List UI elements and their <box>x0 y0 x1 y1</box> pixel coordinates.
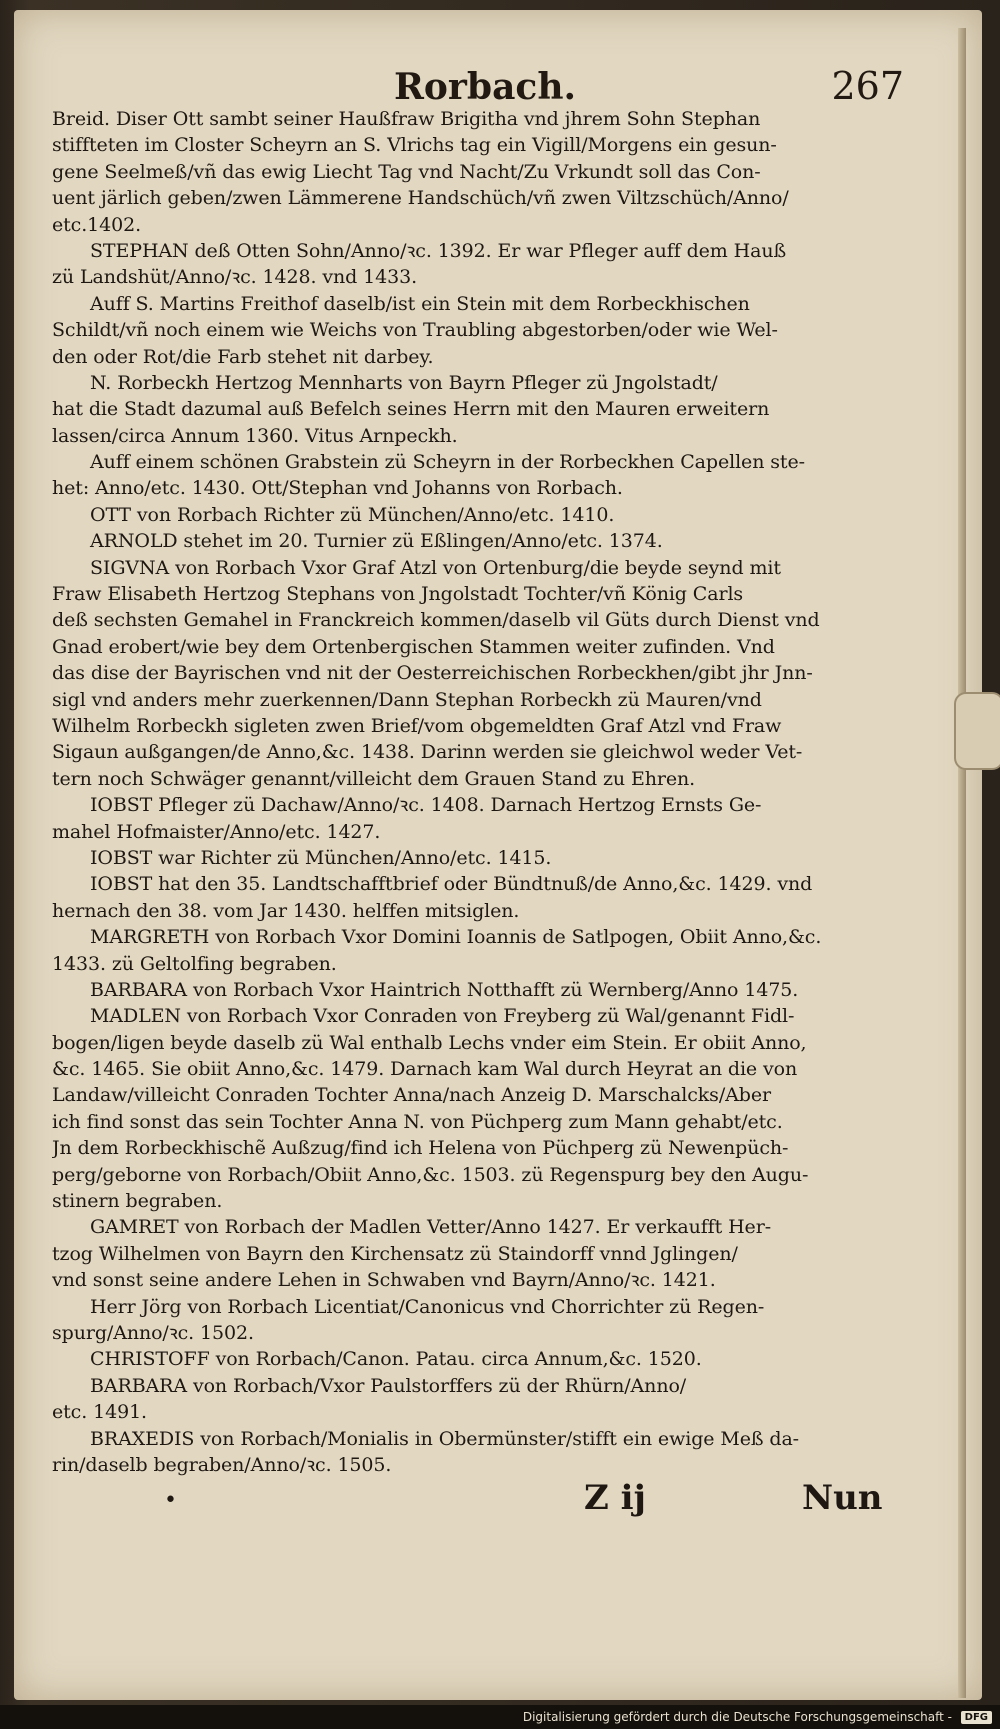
text-line <box>52 607 912 633</box>
text-line-content: etc.1402. <box>52 213 142 236</box>
text-line-content: Fraw Elisabeth Hertzog Stephans von Jngolstadt Tochter/vñ König Carls <box>52 583 744 606</box>
text-line-content: MADLEN von Rorbach Vxor Conraden von Freyberg zü Wal/genannt Fidl- <box>90 1005 795 1028</box>
text-line <box>52 449 912 475</box>
text-line-content: mahel Hofmaister/Anno/etc. 1427. <box>52 820 381 843</box>
text-line <box>52 1030 912 1056</box>
text-line <box>52 106 912 132</box>
text-line <box>52 1399 912 1425</box>
text-line <box>52 1109 912 1135</box>
text-line <box>52 792 912 818</box>
text-line <box>52 423 912 449</box>
text-line-content: uent järlich geben/zwen Lämmerene Handschüch/vñ zwen Viltzschüch/Anno/ <box>52 187 789 210</box>
text-line-content: Auff einem schönen Grabstein zü Scheyrn in der Rorbeckhen Capellen ste- <box>90 451 805 474</box>
book-page <box>14 10 982 1700</box>
body-text <box>52 106 912 1478</box>
text-line-content: MARGRETH von Rorbach Vxor Domini Ioannis de Satlpogen, Obiit Anno,&c. <box>90 926 822 949</box>
running-title: Rorbach. <box>394 66 577 108</box>
text-line <box>52 871 912 897</box>
text-line-content: tzog Wilhelmen von Bayrn den Kirchensatz zü Staindorff vnnd Jglingen/ <box>52 1242 738 1265</box>
text-line <box>52 1003 912 1029</box>
text-line-content: stinern begraben. <box>52 1190 223 1213</box>
text-line-content: STEPHAN deß Otten Sohn/Anno/ꝛc. 1392. Er war Pfleger auff dem Hauß <box>90 239 787 262</box>
text-line-content: perg/geborne von Rorbach/Obiit Anno,&c. 1503. zü Regenspurg bey den Augu- <box>52 1163 809 1186</box>
text-line <box>52 528 912 554</box>
footer-dot: • <box>164 1488 177 1513</box>
text-line-content: Auff S. Martins Freithof daselb/ist ein Stein mit dem Rorbeckhischen <box>90 292 750 315</box>
text-line-content: sigl vnd anders mehr zuerkennen/Dann Stephan Rorbeckh zü Mauren/vnd <box>52 688 762 711</box>
text-line <box>52 264 912 290</box>
text-line <box>52 1056 912 1082</box>
text-line-content: rin/daselb begraben/Anno/ꝛc. 1505. <box>52 1453 392 1476</box>
text-line <box>52 924 912 950</box>
text-line-content: BARBARA von Rorbach/Vxor Paulstorffers zü der Rhürn/Anno/ <box>90 1374 687 1397</box>
text-line <box>52 1426 912 1452</box>
text-line-content: tern noch Schwäger genannt/villeicht dem Grauen Stand zu Ehren. <box>52 767 696 790</box>
text-line-content: Herr Jörg von Rorbach Licentiat/Canonicus vnd Chorrichter zü Regen- <box>90 1295 765 1318</box>
text-line <box>52 1135 912 1161</box>
text-line <box>52 739 912 765</box>
text-line <box>52 1162 912 1188</box>
text-line-content: Jn dem Rorbeckhischẽ Außzug/find ich Helena von Püchperg zü Newenpüch- <box>52 1137 789 1160</box>
text-line <box>52 713 912 739</box>
text-line <box>52 581 912 607</box>
text-line-content: zü Landshüt/Anno/ꝛc. 1428. vnd 1433. <box>52 266 418 289</box>
text-line <box>52 344 912 370</box>
text-line-content: das dise der Bayrischen vnd nit der Oesterreichischen Rorbeckhen/gibt jhr Jnn- <box>52 662 813 685</box>
text-line-content: GAMRET von Rorbach der Madlen Vetter/Anno 1427. Er verkaufft Her- <box>90 1216 772 1239</box>
text-line <box>52 317 912 343</box>
text-line-content: Landaw/villeicht Conraden Tochter Anna/nach Anzeig D. Marschalcks/Aber <box>52 1084 771 1107</box>
credit-bar <box>0 1705 1000 1729</box>
text-line-content: IOBST Pfleger zü Dachaw/Anno/ꝛc. 1408. Darnach Hertzog Ernsts Ge- <box>90 794 762 817</box>
bookmark-tab <box>954 692 1000 770</box>
text-line-content: vnd sonst seine andere Lehen in Schwaben vnd Bayrn/Anno/ꝛc. 1421. <box>52 1269 716 1292</box>
dfg-logo: DFG <box>961 1711 992 1724</box>
text-line <box>52 687 912 713</box>
text-line-content: Gnad erobert/wie bey dem Ortenbergischen Stammen weiter zufinden. Vnd <box>52 635 775 658</box>
text-line-content: het: Anno/etc. 1430. Ott/Stephan vnd Johanns von Rorbach. <box>52 477 623 500</box>
text-line <box>52 502 912 528</box>
text-line <box>52 212 912 238</box>
text-line <box>52 370 912 396</box>
text-line <box>52 1267 912 1293</box>
text-line-content: spurg/Anno/ꝛc. 1502. <box>52 1321 254 1344</box>
credit-text: Digitalisierung gefördert durch die Deutsche Forschungsgemeinschaft - <box>522 1710 952 1724</box>
text-line <box>52 238 912 264</box>
page-edge <box>958 28 966 1698</box>
text-line-content: Sigaun außgangen/de Anno,&c. 1438. Darinn werden sie gleichwol weder Vet- <box>52 741 803 764</box>
text-line <box>52 845 912 871</box>
text-line-content: OTT von Rorbach Richter zü München/Anno/etc. 1410. <box>90 503 615 526</box>
text-line <box>52 1373 912 1399</box>
text-line <box>52 634 912 660</box>
text-line-content: ARNOLD stehet im 20. Turnier zü Eßlingen/Anno/etc. 1374. <box>90 530 663 553</box>
text-line <box>52 132 912 158</box>
text-line-content: hernach den 38. vom Jar 1430. helffen mitsiglen. <box>52 899 520 922</box>
text-line-content: lassen/circa Annum 1360. Vitus Arnpeckh. <box>52 424 458 447</box>
text-line <box>52 396 912 422</box>
text-line <box>52 819 912 845</box>
text-line <box>52 1082 912 1108</box>
page-footer <box>54 1478 914 1528</box>
text-line <box>52 766 912 792</box>
text-line <box>52 1241 912 1267</box>
text-line-content: bogen/ligen beyde daselb zü Wal enthalb Lechs vnder eim Stein. Er obiit Anno, <box>52 1031 807 1054</box>
page-number: 267 <box>831 64 904 108</box>
text-line-content: Breid. Diser Ott sambt seiner Haußfraw Brigitha vnd jhrem Sohn Stephan <box>52 108 761 130</box>
text-line-content: SIGVNA von Rorbach Vxor Graf Atzl von Ortenburg/die beyde seynd mit <box>90 556 781 579</box>
text-line <box>52 1452 912 1478</box>
text-line <box>52 977 912 1003</box>
text-line <box>52 1294 912 1320</box>
text-line <box>52 159 912 185</box>
text-line <box>52 291 912 317</box>
text-line-content: BARBARA von Rorbach Vxor Haintrich Notthafft zü Wernberg/Anno 1475. <box>90 978 799 1001</box>
signature-mark: Z ij <box>584 1478 646 1518</box>
text-line-content: deß sechsten Gemahel in Franckreich kommen/daselb vil Güts durch Dienst vnd <box>52 609 820 632</box>
text-line <box>52 951 912 977</box>
text-line <box>52 660 912 686</box>
text-line-content: gene Seelmeß/vñ das ewig Liecht Tag vnd Nacht/Zu Vrkundt soll das Con- <box>52 160 761 183</box>
catchword: Nun <box>802 1478 883 1518</box>
text-line-content: N. Rorbeckh Hertzog Mennharts von Bayrn Pfleger zü Jngolstadt/ <box>90 371 718 394</box>
text-line-content: Wilhelm Rorbeckh sigleten zwen Brief/vom obgemeldten Graf Atzl vnd Fraw <box>52 714 782 737</box>
text-line-content: CHRISTOFF von Rorbach/Canon. Patau. circa Annum,&c. 1520. <box>90 1348 702 1371</box>
text-line-content: den oder Rot/die Farb stehet nit darbey. <box>52 345 434 368</box>
text-line-content: ich find sonst das sein Tochter Anna N. von Püchperg zum Mann gehabt/etc. <box>52 1110 783 1133</box>
text-line-content: Schildt/vñ noch einem wie Weichs von Traubling abgestorben/oder wie Wel- <box>52 319 778 342</box>
text-line-content: IOBST hat den 35. Landtschafftbrief oder Bündtnuß/de Anno,&c. 1429. vnd <box>90 873 813 896</box>
text-line-content: hat die Stadt dazumal auß Befelch seines Herrn mit den Mauren erweitern <box>52 398 770 421</box>
text-line <box>52 1188 912 1214</box>
page-header <box>54 62 914 112</box>
text-line-content: &c. 1465. Sie obiit Anno,&c. 1479. Darnach kam Wal durch Heyrat an die von <box>52 1058 798 1081</box>
text-line <box>52 185 912 211</box>
text-line <box>52 475 912 501</box>
text-line-content: BRAXEDIS von Rorbach/Monialis in Obermünster/stifft ein ewige Meß da- <box>90 1427 799 1450</box>
text-line-content: IOBST war Richter zü München/Anno/etc. 1415. <box>90 846 552 869</box>
text-line <box>52 1346 912 1372</box>
text-line <box>52 1320 912 1346</box>
text-line <box>52 555 912 581</box>
text-line-content: 1433. zü Geltolfing begraben. <box>52 952 337 975</box>
text-line-content: stiffteten im Closter Scheyrn an S. Vlrichs tag ein Vigill/Morgens ein gesun- <box>52 134 777 157</box>
text-line-content: etc. 1491. <box>52 1401 147 1424</box>
text-line <box>52 898 912 924</box>
text-line <box>52 1214 912 1240</box>
